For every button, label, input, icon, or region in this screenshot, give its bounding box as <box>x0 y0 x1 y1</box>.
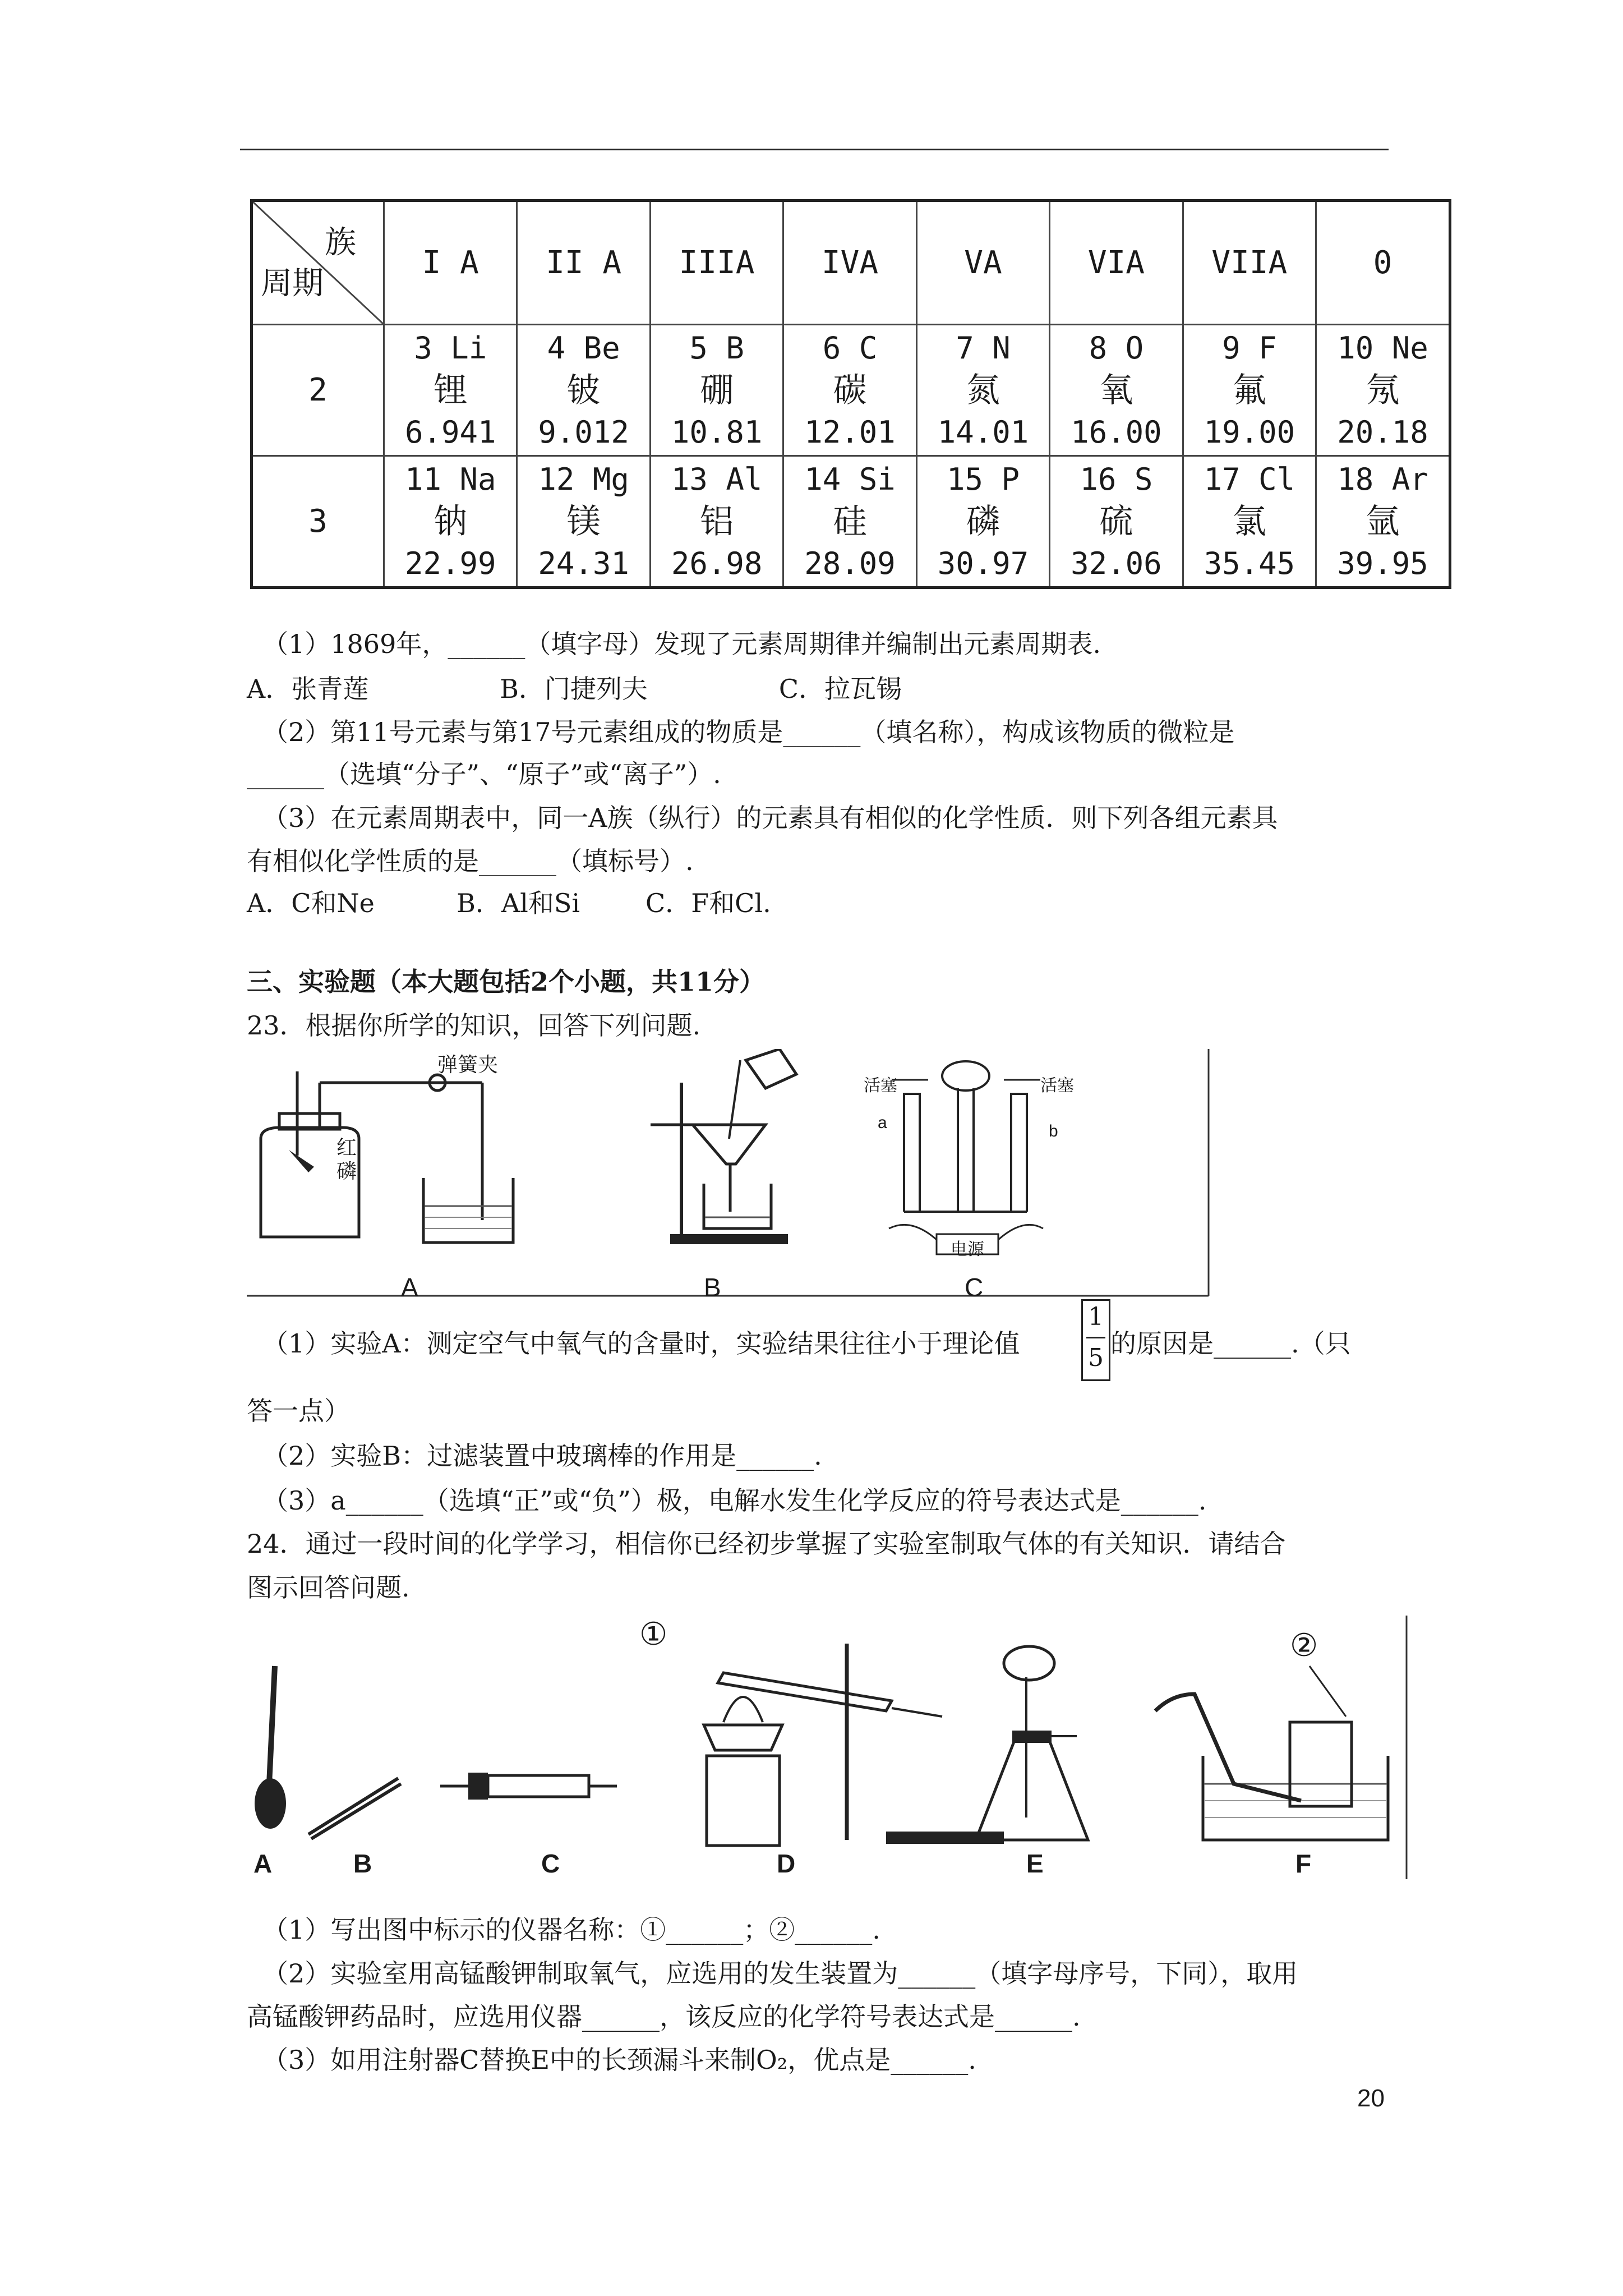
electrode-a-label: a <box>878 1114 887 1132</box>
group-header: VIA <box>1050 201 1183 325</box>
q23-part1-line1: （1）实验A：测定空气中氧气的含量时，实验结果往往小于理论值 <box>262 1328 1020 1359</box>
figure-label-b: B <box>704 1273 721 1302</box>
q23-figure <box>247 1049 1211 1301</box>
element-cell <box>783 325 916 456</box>
figure-label-f: F <box>1295 1849 1312 1878</box>
q23-part1-tail: 的原因是______.（只 <box>1110 1328 1351 1359</box>
element-cell <box>650 456 783 588</box>
mark-one-label: ① <box>639 1616 668 1651</box>
element-symbol: 3 Li <box>414 330 487 366</box>
figure-label-a: A <box>253 1849 273 1878</box>
q22-part3-options: A．C和Ne B．Al和Si C．F和Cl. <box>247 888 771 918</box>
table-row <box>252 456 1450 588</box>
element-symbol: 10 Ne <box>1337 330 1428 366</box>
fraction-numerator: 1 <box>1088 1303 1104 1331</box>
element-cell <box>384 456 517 588</box>
figure-label-a: A <box>401 1273 418 1302</box>
element-mass: 24.31 <box>538 545 629 581</box>
table-row <box>252 325 1450 456</box>
element-mass: 14.01 <box>937 414 1029 450</box>
q24-part2-line2: 高锰酸钾药品时，应选用仪器______，该反应的化学符号表达式是______. <box>247 2001 1081 2032</box>
table-corner-cell <box>252 201 384 325</box>
element-symbol: 12 Mg <box>538 461 629 497</box>
element-mass: 16.00 <box>1071 414 1162 450</box>
element-mass: 19.00 <box>1204 414 1295 450</box>
stopcock-left-label: 活塞 <box>864 1076 897 1095</box>
element-name: 氖 <box>1366 370 1400 410</box>
element-cell <box>783 456 916 588</box>
element-cell <box>1050 456 1183 588</box>
q22-part1-options: A．张青莲 B．门捷列夫 C．拉瓦锡 <box>247 674 902 704</box>
element-name: 氮 <box>966 370 1000 410</box>
element-cell <box>1183 325 1316 456</box>
element-mass: 26.98 <box>671 545 763 581</box>
q24-apparatus-drawing <box>247 1616 1413 1885</box>
corner-period-label: 周期 <box>261 265 324 302</box>
element-name: 碳 <box>833 370 867 410</box>
group-header: 0 <box>1316 201 1450 325</box>
element-cell <box>916 456 1049 588</box>
element-cell <box>1316 325 1450 456</box>
q22-part1: （1）1869年，______（填字母）发现了元素周期律并编制出元素周期表. <box>262 629 1101 659</box>
element-name: 氩 <box>1366 501 1400 541</box>
element-cell <box>384 325 517 456</box>
q24-figure <box>247 1616 1413 1885</box>
header-rule <box>240 149 1389 150</box>
element-name: 硅 <box>833 501 867 541</box>
figure-label-b: B <box>353 1849 372 1878</box>
element-name: 钠 <box>434 501 468 541</box>
element-mass: 22.99 <box>404 545 496 581</box>
fraction-bar <box>1086 1337 1105 1338</box>
group-header: IIIA <box>650 201 783 325</box>
q22-part2-line2: ______（选填“分子”、“原子”或“离子”）. <box>247 759 721 789</box>
figure-label-d: D <box>777 1849 796 1878</box>
element-cell <box>517 456 650 588</box>
q24-stem-line1: 24．通过一段时间的化学学习，相信你已经初步掌握了实验室制取气体的有关知识．请结合 <box>247 1529 1286 1559</box>
q24-part2-line1: （2）实验室用高锰酸钾制取氧气，应选用的发生装置为______（填字母序号，下同），取用 <box>262 1958 1298 1989</box>
group-header: I A <box>384 201 517 325</box>
element-symbol: 16 S <box>1080 461 1153 497</box>
group-header: IVA <box>783 201 916 325</box>
element-symbol: 11 Na <box>404 461 496 497</box>
element-name: 氟 <box>1232 370 1266 410</box>
element-mass: 20.18 <box>1337 414 1428 450</box>
element-symbol: 14 Si <box>804 461 896 497</box>
q23-part1-line2: 答一点） <box>247 1396 350 1426</box>
mark-two-label: ② <box>1290 1627 1318 1663</box>
page-number: 20 <box>1357 2085 1385 2112</box>
element-symbol: 8 O <box>1089 330 1144 366</box>
element-mass: 12.01 <box>804 414 896 450</box>
red-phosphorus-label: 红 磷 <box>336 1136 357 1182</box>
element-mass: 9.012 <box>538 414 629 450</box>
section-title: 三、实验题（本大题包括2个小题，共11分） <box>247 967 766 997</box>
figure-label-c: C <box>541 1849 560 1878</box>
q22-part3-line1: （3）在元素周期表中，同一A族（纵行）的元素具有相似的化学性质．则下列各组元素具 <box>262 803 1278 833</box>
element-cell <box>1050 325 1183 456</box>
q23-stem: 23．根据你所学的知识，回答下列问题. <box>247 1010 701 1041</box>
element-name: 硼 <box>700 370 734 410</box>
element-cell <box>517 325 650 456</box>
spring-clip-label: 弹簧夹 <box>437 1053 499 1076</box>
element-cell <box>916 325 1049 456</box>
element-mass: 10.81 <box>671 414 763 450</box>
element-symbol: 18 Ar <box>1337 461 1428 497</box>
q23-part2: （2）实验B：过滤装置中玻璃棒的作用是______. <box>262 1441 822 1471</box>
element-symbol: 5 B <box>689 330 744 366</box>
group-header: VA <box>916 201 1049 325</box>
element-name: 氧 <box>1099 370 1133 410</box>
q24-part3: （3）如用注射器C替换E中的长颈漏斗来制O₂，优点是______. <box>262 2045 976 2075</box>
element-symbol: 17 Cl <box>1204 461 1295 497</box>
q22-part2-line1: （2）第11号元素与第17号元素组成的物质是______（填名称），构成该物质的微粒是 <box>262 717 1235 747</box>
power-supply-label: 电源 <box>951 1240 984 1259</box>
element-cell <box>650 325 783 456</box>
figure-label-c: C <box>965 1273 984 1302</box>
element-name: 硫 <box>1099 501 1133 541</box>
element-symbol: 13 Al <box>671 461 763 497</box>
q22-part3-line2: 有相似化学性质的是______（填标号）. <box>247 846 694 876</box>
element-symbol: 6 C <box>822 330 878 366</box>
element-cell <box>1316 456 1450 588</box>
fraction-denominator: 5 <box>1088 1343 1104 1372</box>
period-number: 3 <box>252 456 384 588</box>
element-mass: 30.97 <box>937 545 1029 581</box>
element-mass: 35.45 <box>1204 545 1295 581</box>
element-symbol: 4 Be <box>547 330 620 366</box>
electrode-b-label: b <box>1049 1122 1058 1140</box>
table-header-row <box>252 201 1450 325</box>
element-mass: 6.941 <box>404 414 496 450</box>
q24-stem-line2: 图示回答问题. <box>247 1572 410 1603</box>
group-header: II A <box>517 201 650 325</box>
stopcock-right-label: 活塞 <box>1040 1076 1074 1095</box>
element-mass: 28.09 <box>804 545 896 581</box>
fraction-one-fifth <box>1081 1299 1110 1381</box>
element-mass: 39.95 <box>1337 545 1428 581</box>
element-name: 磷 <box>966 501 1000 541</box>
element-symbol: 7 N <box>956 330 1011 366</box>
element-symbol: 15 P <box>946 461 1020 497</box>
element-name: 铝 <box>700 501 734 541</box>
q23-part3: （3）a______（选填“正”或“负”）极，电解水发生化学反应的符号表达式是______. <box>262 1485 1207 1516</box>
figure-label-e: E <box>1026 1849 1044 1878</box>
periodic-table <box>250 199 1451 589</box>
q24-part1: （1）写出图中标示的仪器名称：①______；②______. <box>262 1915 880 1945</box>
period-number: 2 <box>252 325 384 456</box>
element-mass: 32.06 <box>1071 545 1162 581</box>
element-name: 锂 <box>434 370 468 410</box>
element-name: 氯 <box>1232 501 1266 541</box>
element-symbol: 9 F <box>1222 330 1277 366</box>
element-cell <box>1183 456 1316 588</box>
corner-group-label: 族 <box>325 224 356 261</box>
group-header: VIIA <box>1183 201 1316 325</box>
element-name: 铍 <box>566 370 601 410</box>
element-name: 镁 <box>566 501 601 541</box>
